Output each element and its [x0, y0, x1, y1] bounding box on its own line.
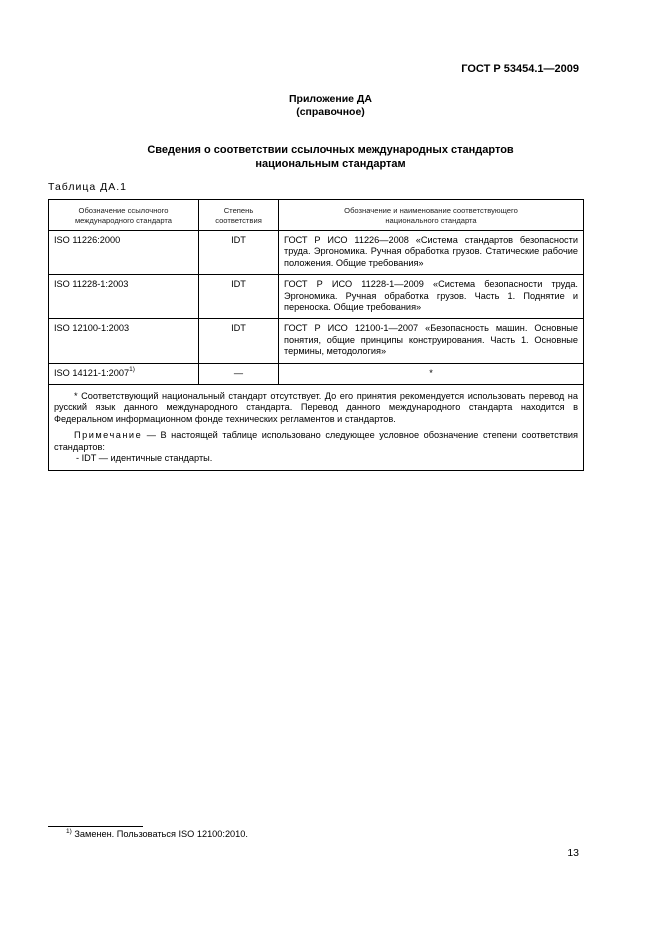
header-col1-line1: Обозначение ссылочного	[78, 205, 169, 215]
section-title-line1: Сведения о соответствии ссылочных международных стандартов	[147, 144, 514, 156]
note-list-item: - IDT — идентичные стандарты.	[76, 453, 213, 464]
cell-degree: IDT	[199, 319, 279, 363]
cell-reference: ISO 11226:2000	[49, 231, 199, 275]
cell-degree: IDT	[199, 275, 279, 319]
cell-reference: ISO 12100-1:2003	[49, 319, 199, 363]
annex-heading	[0, 93, 661, 119]
note-label: Примечание	[74, 430, 143, 441]
header-col3-line1: Обозначение и наименование соответствующего	[344, 205, 518, 215]
document-id: ГОСТ Р 53454.1—2009	[461, 63, 579, 75]
cell-national: *	[279, 363, 584, 384]
cell-degree: —	[199, 363, 279, 384]
table-row	[49, 363, 584, 384]
header-col2-line2: соответствия	[215, 215, 262, 225]
header-col1-line2: международного стандарта	[74, 215, 173, 225]
asterisk-note: * Соответствующий национальный стандарт отсутствует. До его принятия рекомендуется использовать перевод на русский язык данного международного стандарта. Перевод данного международного стандарта находится в Федеральном информационном фонде технических регламентов и стандартов.	[54, 391, 578, 424]
footnote-text: Заменен. Пользоваться ISO 12100:2010.	[74, 829, 248, 839]
section-title	[0, 143, 661, 171]
cell-national: ГОСТ Р ИСО 12100-1—2007 «Безопасность машин. Основные понятия, общие принципы конструирования. Часть 1. Основные термины, методология»	[279, 319, 584, 363]
footnote-separator	[48, 826, 143, 827]
table-row	[49, 319, 584, 363]
correspondence-table	[48, 199, 584, 471]
table-row	[49, 275, 584, 319]
table-header-row	[49, 200, 584, 231]
cell-reference-text: ISO 14121-1:2007	[54, 367, 130, 378]
cell-reference: ISO 11228-1:2003	[49, 275, 199, 319]
table-notes-row	[49, 385, 584, 470]
annex-title: Приложение ДА	[289, 93, 372, 105]
header-col2-line1: Степень	[223, 205, 254, 215]
table-caption: Таблица ДА.1	[48, 181, 127, 193]
cell-degree: IDT	[199, 231, 279, 275]
cell-reference	[49, 363, 199, 384]
footnote	[66, 829, 248, 839]
correspondence-table-wrapper	[48, 199, 583, 471]
header-reference-standard	[49, 200, 199, 231]
cell-national: ГОСТ Р ИСО 11226—2008 «Система стандартов безопасности труда. Эргономика. Ручная обработка грузов. Статические рабочие положения. Общие требования»	[279, 231, 584, 275]
table-note	[54, 430, 578, 453]
footnote-ref-marker: 1)	[129, 365, 135, 373]
footnote-marker: 1)	[66, 828, 72, 835]
page-number: 13	[567, 847, 579, 859]
annex-subtitle: (справочное)	[296, 106, 365, 118]
header-degree	[199, 200, 279, 231]
header-col3-line2: национального стандарта	[385, 215, 477, 225]
note-text: — В настоящей таблице использовано следующее условное обозначение степени соответствия стандартов:	[54, 430, 578, 452]
section-title-line2: национальным стандартам	[255, 158, 406, 170]
header-national-standard	[279, 200, 584, 231]
cell-national: ГОСТ Р ИСО 11228-1—2009 «Система безопасности труда. Эргономика. Ручная обработка грузов. Часть 1. Поднятие и переноска. Общие требования»	[279, 275, 584, 319]
table-row	[49, 231, 584, 275]
table-notes	[49, 385, 584, 470]
